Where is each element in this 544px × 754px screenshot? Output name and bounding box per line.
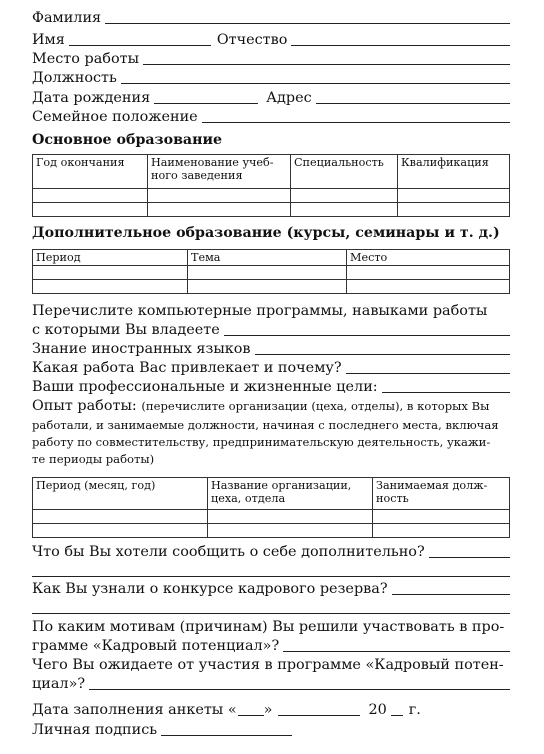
languages-label: Знание иностранных языков [32, 341, 251, 357]
software-field[interactable] [224, 335, 510, 336]
signature-row [32, 721, 292, 740]
address-field[interactable] [316, 103, 510, 104]
table-row [33, 280, 510, 294]
software-label: с которыми Вы владеете [32, 322, 220, 338]
date-year-field[interactable] [391, 715, 403, 716]
header-cell: Период (месяц, год) [33, 478, 208, 510]
surname-row [32, 9, 510, 28]
date-month-field[interactable] [278, 715, 360, 716]
surname-label: Фамилия [32, 10, 102, 26]
date-day-field[interactable] [238, 715, 264, 716]
workplace-label: Место работы [32, 51, 140, 67]
table-header-row [33, 155, 510, 189]
experience-table [32, 477, 510, 538]
table-row [33, 266, 510, 280]
position-field[interactable] [121, 83, 510, 84]
signature-field[interactable] [161, 735, 292, 736]
header-cell: Специальность [291, 155, 398, 189]
expect-field[interactable] [89, 689, 510, 690]
family-row [32, 108, 510, 127]
workplace-row [32, 50, 510, 69]
header-cell: Наименование учеб-ного заведения [148, 155, 291, 189]
surname-field[interactable] [105, 23, 510, 24]
motives-field[interactable] [283, 651, 510, 652]
header-cell: Название организации, цеха, отдела [208, 478, 373, 510]
header-cell: Место [347, 250, 510, 266]
about-label: Что бы Вы хотели сообщить о себе дополнительно? [32, 544, 425, 560]
basic-education-title: Основное образование [32, 132, 223, 148]
birthdate-row [32, 89, 510, 108]
header-cell: Тема [188, 250, 347, 266]
experience-label: Опыт работы: [32, 398, 137, 414]
additional-education-title: Дополнительное образование (курсы, семинары и т. д.) [32, 225, 500, 241]
family-label: Семейное положение [32, 109, 198, 125]
source-field[interactable] [392, 594, 510, 595]
source-field-line2[interactable] [32, 613, 510, 614]
date-label: Дата заполнения анкеты « [32, 702, 237, 718]
family-field[interactable] [202, 122, 510, 123]
header-cell: Квалификация [398, 155, 510, 189]
workplace-field[interactable] [143, 64, 510, 65]
motives-row [32, 637, 510, 656]
name-field[interactable] [69, 45, 211, 46]
date-row [32, 701, 452, 720]
table-row [33, 524, 510, 538]
table-row [33, 203, 510, 217]
about-field-line2[interactable] [32, 576, 510, 577]
position-row [32, 69, 510, 88]
software-question-line1: Перечислите компьютерные программы, навыками работы [32, 303, 488, 319]
expect-row [32, 675, 510, 694]
about-row [32, 543, 510, 562]
birthdate-label: Дата рождения [32, 90, 151, 106]
date-suffix: г. [408, 702, 421, 718]
desired-job-field[interactable] [346, 373, 510, 374]
languages-row [32, 340, 510, 359]
date-year-prefix: 20 [368, 702, 387, 718]
table-row [33, 510, 510, 524]
patronymic-label: Отчество [216, 32, 288, 48]
header-cell: Период [33, 250, 188, 266]
experience-block [32, 397, 510, 416]
position-label: Должность [32, 70, 117, 86]
name-row [32, 31, 510, 50]
software-row [32, 321, 510, 340]
table-row [33, 189, 510, 203]
expect-label: циал»? [32, 676, 86, 692]
expect-question-line1: Чего Вы ожидаете от участия в программе «Кадровый потен- [32, 657, 504, 673]
goals-field[interactable] [382, 392, 510, 393]
goals-row [32, 378, 510, 397]
experience-note-line3: работу по совместительству, предпринимательскую деятельность, укажи- [32, 435, 491, 449]
signature-label: Личная подпись [32, 722, 158, 738]
basic-education-table [32, 154, 510, 217]
patronymic-field[interactable] [291, 45, 510, 46]
motives-question-line1: По каким мотивам (причинам) Вы решили участвовать в про- [32, 619, 505, 635]
experience-note-line2: работали, и занимаемые должности, начиная с последнего места, включая [32, 418, 499, 432]
header-cell: Год окончания [33, 155, 148, 189]
goals-label: Ваши профессиональные и жизненные цели: [32, 379, 378, 395]
motives-label: грамме «Кадровый потенциал»? [32, 638, 280, 654]
desired-job-label: Какая работа Вас привлекает и почему? [32, 360, 342, 376]
source-label: Как Вы узнали о конкурсе кадрового резерва? [32, 581, 388, 597]
desired-job-row [32, 359, 510, 378]
birthdate-field[interactable] [154, 103, 258, 104]
date-mid: » [263, 702, 273, 718]
table-header-row [33, 478, 510, 510]
table-header-row [33, 250, 510, 266]
experience-note: (перечислите организации (цеха, отделы), в которых Вы [141, 399, 490, 413]
source-row [32, 580, 510, 599]
about-field[interactable] [429, 557, 510, 558]
address-label: Адрес [266, 90, 312, 106]
additional-education-table [32, 249, 510, 294]
experience-note-line4: те периоды работы) [32, 452, 155, 466]
name-label: Имя [32, 32, 65, 48]
header-cell: Занимаемая долж-ность [373, 478, 510, 510]
languages-field[interactable] [255, 354, 510, 355]
